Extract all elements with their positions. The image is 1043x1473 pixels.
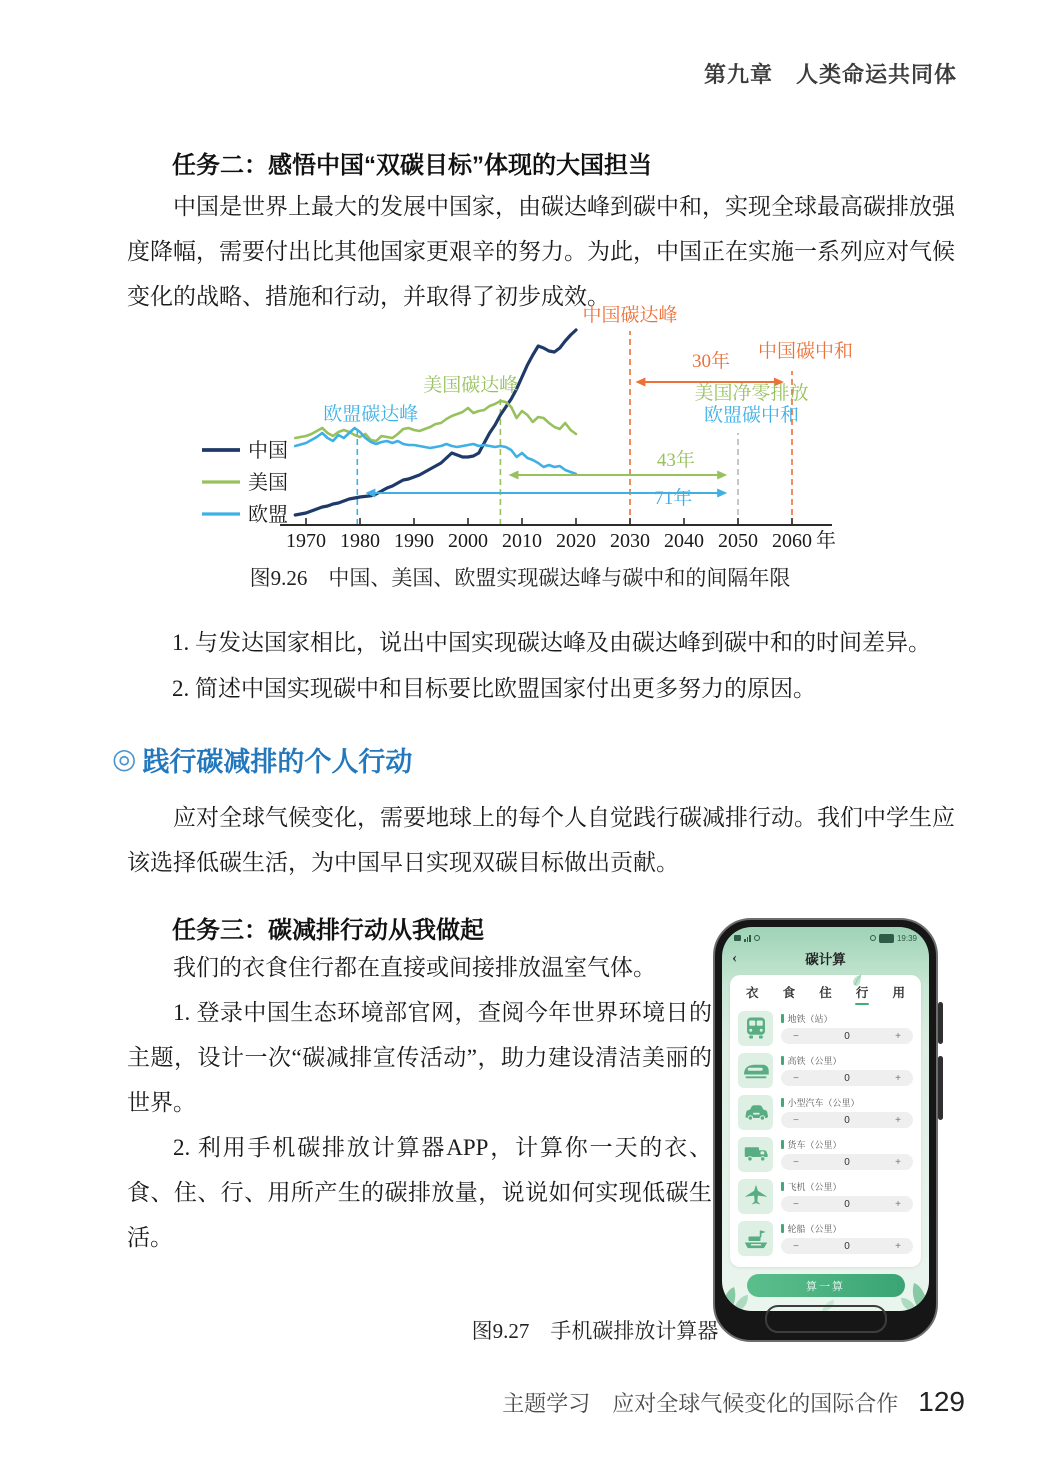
calculate-button[interactable]: 算一算 xyxy=(747,1274,905,1297)
svg-text:欧盟: 欧盟 xyxy=(248,504,288,526)
stepper-value: 0 xyxy=(844,1156,850,1168)
quantity-stepper xyxy=(781,1154,913,1170)
transport-label xyxy=(781,1138,913,1151)
double-circle-icon: ◎ xyxy=(112,743,137,775)
quantity-stepper xyxy=(781,1238,913,1254)
transport-label xyxy=(781,1222,913,1235)
plus-button[interactable]: + xyxy=(895,1156,901,1168)
train-icon xyxy=(741,1055,771,1085)
task3-heading: 任务三：碳减排行动从我做起 xyxy=(172,917,484,944)
home-pill xyxy=(765,1305,887,1333)
svg-text:美国: 美国 xyxy=(248,472,288,494)
transport-label xyxy=(781,1054,913,1067)
quantity-stepper xyxy=(781,1196,913,1212)
question-1: 1. 与发达国家相比，说出中国实现碳达峰及由碳达峰到碳中和的时间差异。 xyxy=(172,630,931,655)
transport-row xyxy=(738,1217,913,1259)
minus-button[interactable]: − xyxy=(793,1156,799,1168)
app-nav-bar xyxy=(722,946,929,970)
tab-3[interactable]: 住 xyxy=(819,986,832,1000)
quantity-stepper xyxy=(781,1070,913,1086)
transport-list xyxy=(738,1007,913,1259)
power-button xyxy=(938,1056,943,1120)
section-heading xyxy=(112,740,412,779)
chapter-header: 第九章 人类命运共同体 xyxy=(703,62,957,87)
carbon-peak-chart xyxy=(120,300,920,570)
category-tabs xyxy=(738,981,913,1007)
stepper-value: 0 xyxy=(844,1030,850,1042)
transport-label-text: 地铁（站） xyxy=(787,1014,833,1024)
svg-text:43年: 43年 xyxy=(656,450,695,471)
stepper-value: 0 xyxy=(844,1198,850,1210)
transport-label-text: 轮船（公里） xyxy=(787,1224,842,1234)
svg-text:1980: 1980 xyxy=(340,530,380,552)
task3-intro: 我们的衣食住行都在直接或间接排放温室气体。 xyxy=(173,955,656,980)
plus-button[interactable]: + xyxy=(895,1240,901,1252)
label-bar xyxy=(781,1182,784,1191)
transport-row xyxy=(738,1175,913,1217)
signal-icon xyxy=(744,935,751,942)
svg-text:2030: 2030 xyxy=(610,530,650,552)
minus-button[interactable]: − xyxy=(793,1240,799,1252)
svg-text:2010: 2010 xyxy=(502,530,542,552)
ship-icon-tile xyxy=(738,1221,773,1256)
truck-icon-tile xyxy=(738,1137,773,1172)
tab-5[interactable]: 用 xyxy=(892,986,905,1000)
transport-label-text: 飞机（公里） xyxy=(787,1182,842,1192)
volume-button xyxy=(938,1002,943,1044)
eye-icon xyxy=(870,935,876,941)
figure-9-27-caption: 图9.27 手机碳排放计算器 xyxy=(471,1319,719,1343)
subway-icon-tile xyxy=(738,1011,773,1046)
transport-label xyxy=(781,1180,913,1193)
status-time: 19:39 xyxy=(896,933,917,943)
section-heading-text: 践行碳减排的个人行动 xyxy=(142,747,413,777)
transport-label-text: 小型汽车（公里） xyxy=(787,1098,860,1108)
transport-row xyxy=(738,1091,913,1133)
question-2: 2. 简述中国实现碳中和目标要比欧盟国家付出更多努力的原因。 xyxy=(172,676,816,701)
svg-text:30年: 30年 xyxy=(691,351,731,372)
truck-icon xyxy=(741,1139,771,1169)
quantity-stepper xyxy=(781,1112,913,1128)
minus-button[interactable]: − xyxy=(793,1198,799,1210)
label-bar xyxy=(781,1140,784,1149)
wifi-icon xyxy=(754,935,760,941)
task2-heading: 任务二：感悟中国“双碳目标”体现的大国担当 xyxy=(172,152,652,179)
svg-text:年: 年 xyxy=(816,530,836,552)
task3-item2: 2. 利用手机碳排放计算器APP，计算你一天的衣、食、住、行、用所产生的碳排放量，说说如何实现低碳生活。 xyxy=(127,1135,712,1250)
sim-icon xyxy=(734,935,741,941)
plus-button[interactable]: + xyxy=(895,1198,901,1210)
back-button[interactable]: ‹ xyxy=(732,949,737,966)
stepper-value: 0 xyxy=(844,1072,850,1084)
app-title: 碳计算 xyxy=(805,952,846,967)
transport-label xyxy=(781,1096,913,1109)
svg-text:2040: 2040 xyxy=(664,530,704,552)
tab-4[interactable]: 行 xyxy=(856,983,869,1001)
svg-text:2060: 2060 xyxy=(772,530,812,552)
svg-text:美国净零排放: 美国净零排放 xyxy=(694,383,809,404)
subway-icon xyxy=(741,1013,771,1043)
car-icon-tile xyxy=(738,1095,773,1130)
page-footer xyxy=(502,1386,965,1418)
task3-item1: 1. 登录中国生态环境部官网，查阅今年世界环境日的主题，设计一次“碳减排宣传活动”，助力建设清洁美丽的世界。 xyxy=(127,1000,712,1115)
quantity-stepper xyxy=(781,1028,913,1044)
label-bar xyxy=(781,1014,784,1023)
transport-label xyxy=(781,1012,913,1025)
transport-row xyxy=(738,1133,913,1175)
svg-text:71年: 71年 xyxy=(654,488,693,509)
leaf-icon xyxy=(848,974,864,988)
plane-icon-tile xyxy=(738,1179,773,1214)
calculator-card xyxy=(730,975,921,1267)
ship-icon xyxy=(741,1223,771,1253)
svg-text:2050: 2050 xyxy=(718,530,758,552)
train-icon-tile xyxy=(738,1053,773,1088)
page-number: 129 xyxy=(918,1386,965,1417)
label-bar xyxy=(781,1056,784,1065)
transport-label-text: 高铁（公里） xyxy=(787,1056,842,1066)
plane-icon xyxy=(741,1181,771,1211)
label-bar xyxy=(781,1224,784,1233)
svg-text:1970: 1970 xyxy=(286,530,326,552)
svg-text:中国碳中和: 中国碳中和 xyxy=(757,341,854,362)
figure-9-26 xyxy=(120,300,920,570)
svg-text:2020: 2020 xyxy=(556,530,596,552)
svg-text:2000: 2000 xyxy=(448,530,488,552)
status-bar xyxy=(722,927,929,946)
stepper-value: 0 xyxy=(844,1240,850,1252)
svg-text:中国: 中国 xyxy=(248,440,288,462)
svg-text:中国碳达峰: 中国碳达峰 xyxy=(582,305,678,326)
footer-label: 主题学习 应对全球气候变化的国际合作 xyxy=(502,1391,899,1416)
car-icon xyxy=(741,1097,771,1127)
task3-text xyxy=(127,945,712,1260)
minus-button[interactable]: − xyxy=(793,1114,799,1126)
battery-icon xyxy=(879,934,894,943)
tab-1[interactable]: 衣 xyxy=(746,986,759,1000)
transport-row xyxy=(738,1049,913,1091)
plus-button[interactable]: + xyxy=(895,1072,901,1084)
svg-text:欧盟碳达峰: 欧盟碳达峰 xyxy=(323,404,419,425)
status-left-icons xyxy=(734,935,760,942)
task2-paragraph: 中国是世界上最大的发展中国家，由碳达峰到碳中和，实现全球最高碳排放强度降幅，需要付出比其他国家更艰辛的努力。为此，中国正在实施一系列应对气候变化的战略、措施和行动，并取得了初步成效。 xyxy=(127,194,955,309)
figure-9-26-caption: 图9.26 中国、美国、欧盟实现碳达峰与碳中和的间隔年限 xyxy=(249,566,791,590)
svg-text:美国碳达峰: 美国碳达峰 xyxy=(423,375,519,396)
svg-text:1990: 1990 xyxy=(394,530,434,552)
svg-text:欧盟碳中和: 欧盟碳中和 xyxy=(703,405,800,426)
smartphone-frame xyxy=(713,918,938,1342)
task2-questions xyxy=(172,620,960,712)
minus-button[interactable]: − xyxy=(793,1030,799,1042)
transport-label-text: 货车（公里） xyxy=(787,1140,842,1150)
section-paragraph: 应对全球气候变化，需要地球上的每个人自觉践行碳减排行动。我们中学生应该选择低碳生活，为中国早日实现双碳目标做出贡献。 xyxy=(127,805,955,875)
label-bar xyxy=(781,1098,784,1107)
plus-button[interactable]: + xyxy=(895,1030,901,1042)
phone-screen xyxy=(722,927,929,1311)
transport-row xyxy=(738,1007,913,1049)
tab-2[interactable]: 食 xyxy=(782,986,796,1000)
plus-button[interactable]: + xyxy=(895,1114,901,1126)
status-right-icons xyxy=(870,934,917,943)
minus-button[interactable]: − xyxy=(793,1072,799,1084)
stepper-value: 0 xyxy=(844,1114,850,1126)
